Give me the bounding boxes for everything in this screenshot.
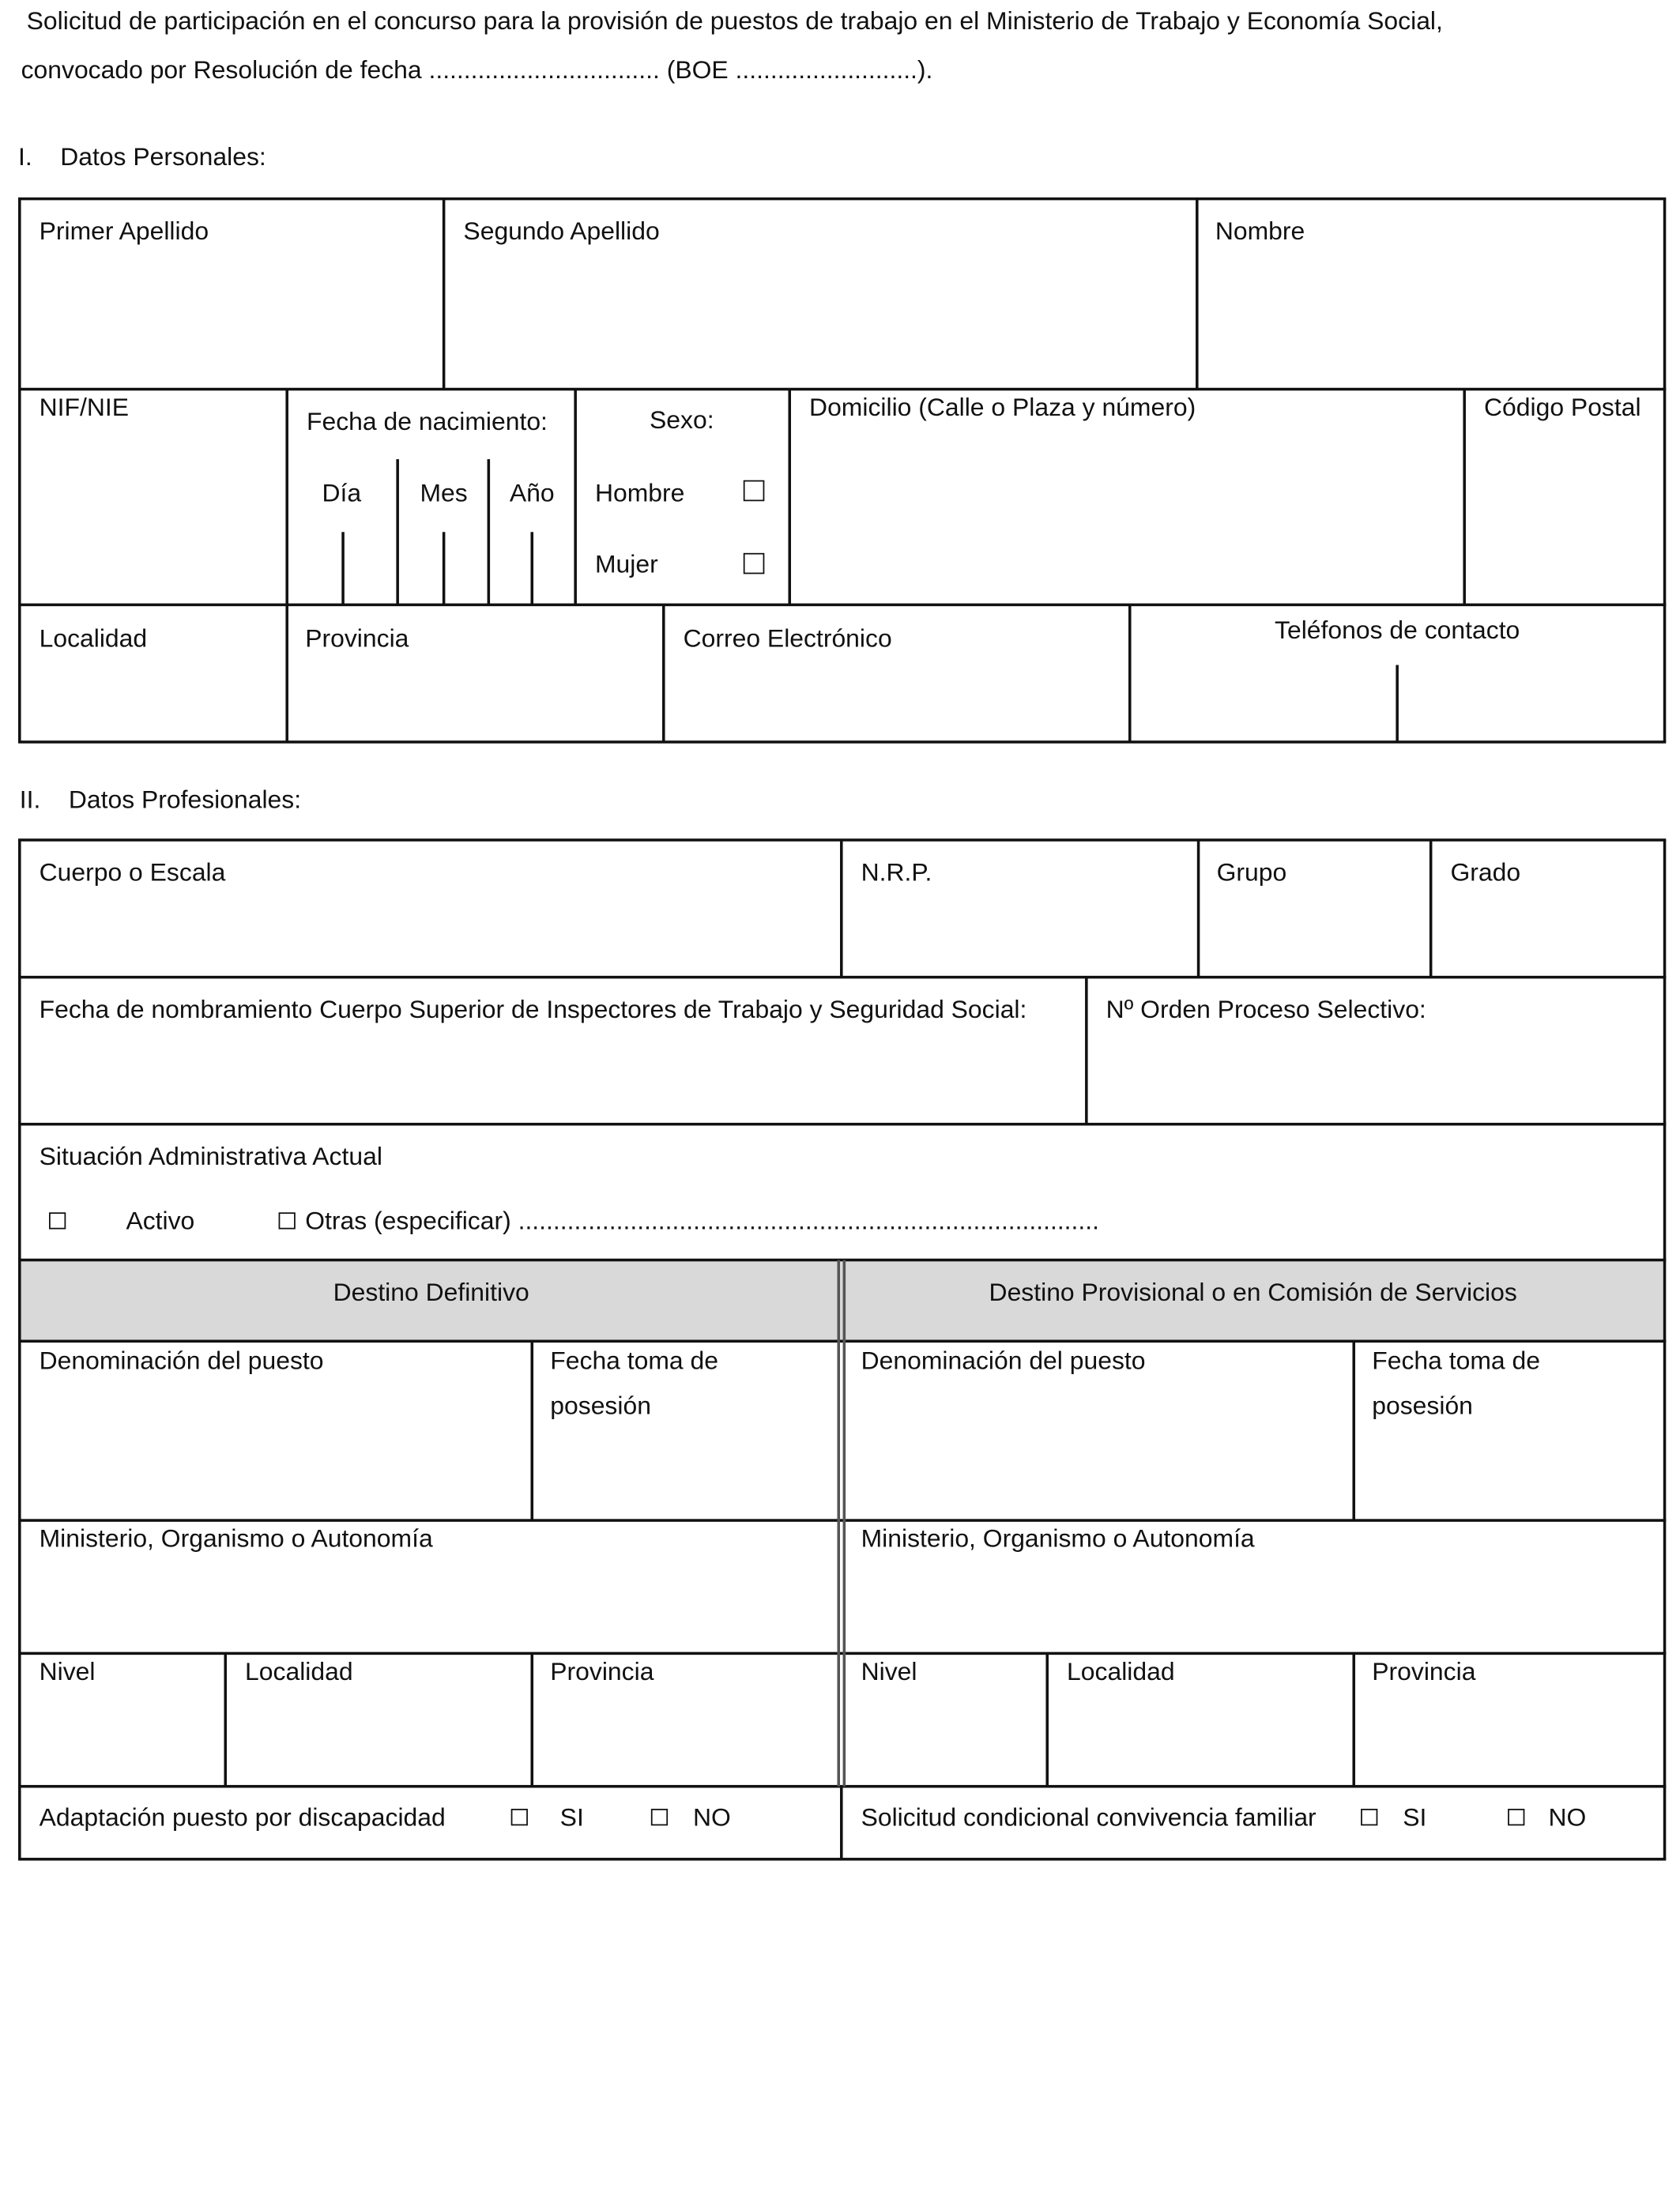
table-border bbox=[843, 1260, 845, 1787]
table-border bbox=[488, 459, 491, 604]
mujer-label: Mujer bbox=[594, 550, 658, 578]
table-border bbox=[18, 1340, 1666, 1343]
table-border bbox=[341, 532, 345, 604]
table-border bbox=[1663, 840, 1667, 1859]
prov-localidad-field[interactable]: Localidad bbox=[1067, 1657, 1175, 1686]
table-border bbox=[18, 840, 21, 1859]
fecha-nacimiento-label: Fecha de nacimiento: bbox=[307, 407, 548, 435]
table-border bbox=[18, 1519, 1666, 1522]
grupo-field[interactable]: Grupo bbox=[1216, 858, 1287, 887]
def-fecha-toma-line2[interactable]: posesión bbox=[550, 1392, 651, 1420]
intro-line-2: convocado por Resolución de fecha ................................. (BOE ..........................). bbox=[21, 55, 933, 85]
def-fecha-toma-line1[interactable]: Fecha toma de bbox=[550, 1346, 719, 1375]
telefonos-field[interactable]: Teléfonos de contacto bbox=[1275, 616, 1520, 644]
anio-field[interactable]: Año bbox=[509, 478, 555, 507]
table-border bbox=[396, 459, 399, 604]
dia-field[interactable]: Día bbox=[322, 478, 362, 507]
convivencia-si-label: SI bbox=[1403, 1802, 1427, 1832]
mujer-checkbox[interactable] bbox=[744, 553, 765, 574]
def-ministerio-field[interactable]: Ministerio, Organismo o Autonomía bbox=[39, 1524, 433, 1553]
table-border bbox=[1352, 1653, 1355, 1786]
fecha-nombramiento-field[interactable]: Fecha de nombramiento Cuerpo Superior de Inspectores de Trabajo y Seguridad Social: bbox=[39, 995, 1027, 1024]
prov-provincia-field[interactable]: Provincia bbox=[1372, 1657, 1476, 1686]
def-localidad-field[interactable]: Localidad bbox=[245, 1657, 353, 1686]
orden-proceso-field[interactable]: Nº Orden Proceso Selectivo: bbox=[1106, 995, 1426, 1024]
table-border bbox=[18, 199, 21, 742]
prov-fecha-toma-line1[interactable]: Fecha toma de bbox=[1372, 1346, 1541, 1375]
table-border bbox=[1128, 604, 1132, 742]
table-border bbox=[1197, 840, 1200, 977]
prov-nivel-field[interactable]: Nivel bbox=[861, 1657, 917, 1686]
table-border bbox=[443, 199, 446, 390]
segundo-apellido-field[interactable]: Segundo Apellido bbox=[463, 217, 660, 246]
table-border bbox=[18, 388, 1666, 391]
table-border bbox=[530, 1653, 533, 1786]
adaptacion-no-checkbox[interactable] bbox=[651, 1809, 668, 1825]
adaptacion-label: Adaptación puesto por discapacidad bbox=[39, 1802, 446, 1832]
otras-checkbox[interactable] bbox=[279, 1212, 296, 1229]
prov-denominacion-field[interactable]: Denominación del puesto bbox=[861, 1346, 1146, 1375]
otras-label: Otras (especificar) ................................................................................... bbox=[305, 1207, 1100, 1235]
table-border bbox=[18, 604, 1666, 607]
adaptacion-no-label: NO bbox=[692, 1802, 731, 1832]
table-border bbox=[840, 840, 843, 977]
table-border bbox=[18, 740, 1666, 744]
def-nivel-field[interactable]: Nivel bbox=[39, 1657, 96, 1686]
primer-apellido-field[interactable]: Primer Apellido bbox=[39, 217, 209, 246]
sexo-label: Sexo: bbox=[650, 405, 714, 435]
localidad-field[interactable]: Localidad bbox=[39, 624, 148, 653]
table-border bbox=[1663, 199, 1667, 742]
table-border bbox=[443, 532, 446, 604]
convivencia-no-checkbox[interactable] bbox=[1508, 1809, 1524, 1825]
table-border bbox=[530, 1341, 533, 1520]
adaptacion-si-label: SI bbox=[559, 1802, 584, 1832]
nombre-field[interactable]: Nombre bbox=[1215, 217, 1305, 246]
destino-provisional-header: Destino Provisional o en Comisión de Servicios bbox=[989, 1278, 1517, 1306]
codigo-postal-field[interactable]: Código Postal bbox=[1484, 393, 1641, 422]
table-border bbox=[530, 532, 533, 604]
table-border bbox=[840, 1787, 843, 1859]
intro-line-1: Solicitud de participación en el concurso para la provisión de puestos de trabajo en el Ministerio de Trabajo y Economía Social, bbox=[26, 6, 1443, 36]
section-1-title: I. Datos Personales: bbox=[18, 142, 266, 171]
nrp-field[interactable]: N.R.P. bbox=[861, 858, 932, 887]
table-border bbox=[285, 390, 288, 742]
convivencia-si-checkbox[interactable] bbox=[1361, 1809, 1377, 1825]
section-2-title: II. Datos Profesionales: bbox=[19, 785, 302, 814]
table-border bbox=[788, 390, 791, 605]
table-border bbox=[18, 1259, 1666, 1262]
table-border bbox=[1396, 665, 1399, 742]
cuerpo-field[interactable]: Cuerpo o Escala bbox=[39, 858, 226, 887]
table-border bbox=[18, 198, 1666, 201]
table-border bbox=[1352, 1341, 1355, 1520]
table-border bbox=[18, 1652, 1666, 1655]
provincia-field[interactable]: Provincia bbox=[305, 624, 409, 653]
def-provincia-field[interactable]: Provincia bbox=[550, 1657, 654, 1686]
table-border bbox=[224, 1653, 227, 1786]
activo-label: Activo bbox=[126, 1207, 195, 1235]
table-border bbox=[1045, 1653, 1049, 1786]
nif-field[interactable]: NIF/NIE bbox=[39, 393, 130, 422]
grado-field[interactable]: Grado bbox=[1450, 858, 1521, 887]
table-border bbox=[662, 604, 665, 742]
table-border bbox=[1463, 390, 1466, 605]
domicilio-field[interactable]: Domicilio (Calle o Plaza y número) bbox=[809, 393, 1196, 422]
prov-fecha-toma-line2[interactable]: posesión bbox=[1372, 1392, 1473, 1420]
table-border bbox=[1085, 977, 1088, 1124]
activo-checkbox[interactable] bbox=[49, 1212, 66, 1229]
hombre-label: Hombre bbox=[594, 478, 685, 507]
situacion-label: Situación Administrativa Actual bbox=[39, 1142, 382, 1171]
adaptacion-si-checkbox[interactable] bbox=[511, 1809, 528, 1825]
convivencia-label: Solicitud condicional convivencia familiar bbox=[861, 1802, 1317, 1832]
def-denominacion-field[interactable]: Denominación del puesto bbox=[39, 1346, 324, 1375]
prov-ministerio-field[interactable]: Ministerio, Organismo o Autonomía bbox=[861, 1524, 1255, 1553]
convivencia-no-label: NO bbox=[1548, 1802, 1587, 1832]
destino-definitivo-header: Destino Definitivo bbox=[333, 1278, 529, 1306]
table-border bbox=[18, 1123, 1666, 1126]
correo-field[interactable]: Correo Electrónico bbox=[683, 624, 892, 653]
table-border bbox=[574, 390, 577, 605]
mes-field[interactable]: Mes bbox=[420, 478, 468, 507]
table-border bbox=[838, 1260, 839, 1787]
hombre-checkbox[interactable] bbox=[744, 480, 765, 502]
table-border bbox=[1196, 199, 1199, 390]
table-border bbox=[1430, 840, 1433, 977]
